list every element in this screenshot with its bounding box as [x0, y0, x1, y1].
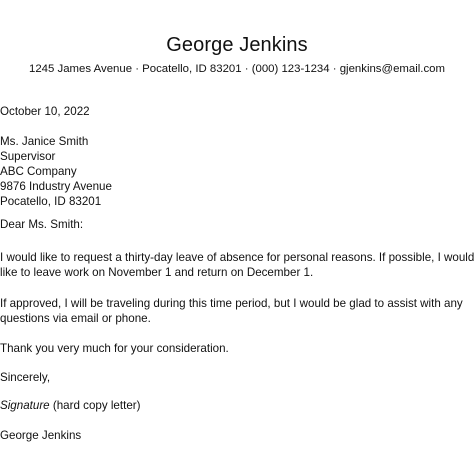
sender-contact-line: 1245 James Avenue · Pocatello, ID 83201 · (000) 123-1234 · gjenkins@email.com	[29, 63, 445, 75]
paragraph-line: Thank you very much for your consideration.	[0, 342, 229, 355]
body-paragraph	[0, 250, 474, 280]
paragraph-line: I would like to request a thirty-day leave of absence for personal reasons. If possible, I would	[0, 251, 474, 264]
signature-label: Signature	[0, 399, 50, 412]
recipient-address	[0, 134, 474, 209]
paragraph-line: like to leave work on November 1 and return on December 1.	[0, 266, 314, 279]
salutation: Dear Ms. Smith:	[0, 218, 84, 231]
body-paragraph	[0, 296, 474, 326]
recipient-street: 9876 Industry Avenue	[0, 180, 112, 193]
body-paragraph	[0, 341, 474, 356]
signature-note: (hard copy letter)	[49, 399, 141, 412]
signature-line	[0, 398, 474, 413]
recipient-name: Ms. Janice Smith	[0, 135, 89, 148]
signer-name: George Jenkins	[0, 429, 82, 442]
closing: Sincerely,	[0, 371, 51, 384]
sender-name: George Jenkins	[166, 34, 308, 56]
recipient-city-state-zip: Pocatello, ID 83201	[0, 195, 102, 208]
recipient-company: ABC Company	[0, 165, 77, 178]
paragraph-line: If approved, I will be traveling during this time period, but I would be glad to assist with any	[0, 297, 463, 310]
letter-date: October 10, 2022	[0, 105, 90, 118]
recipient-title: Supervisor	[0, 150, 56, 163]
paragraph-line: questions via email or phone.	[0, 312, 151, 325]
